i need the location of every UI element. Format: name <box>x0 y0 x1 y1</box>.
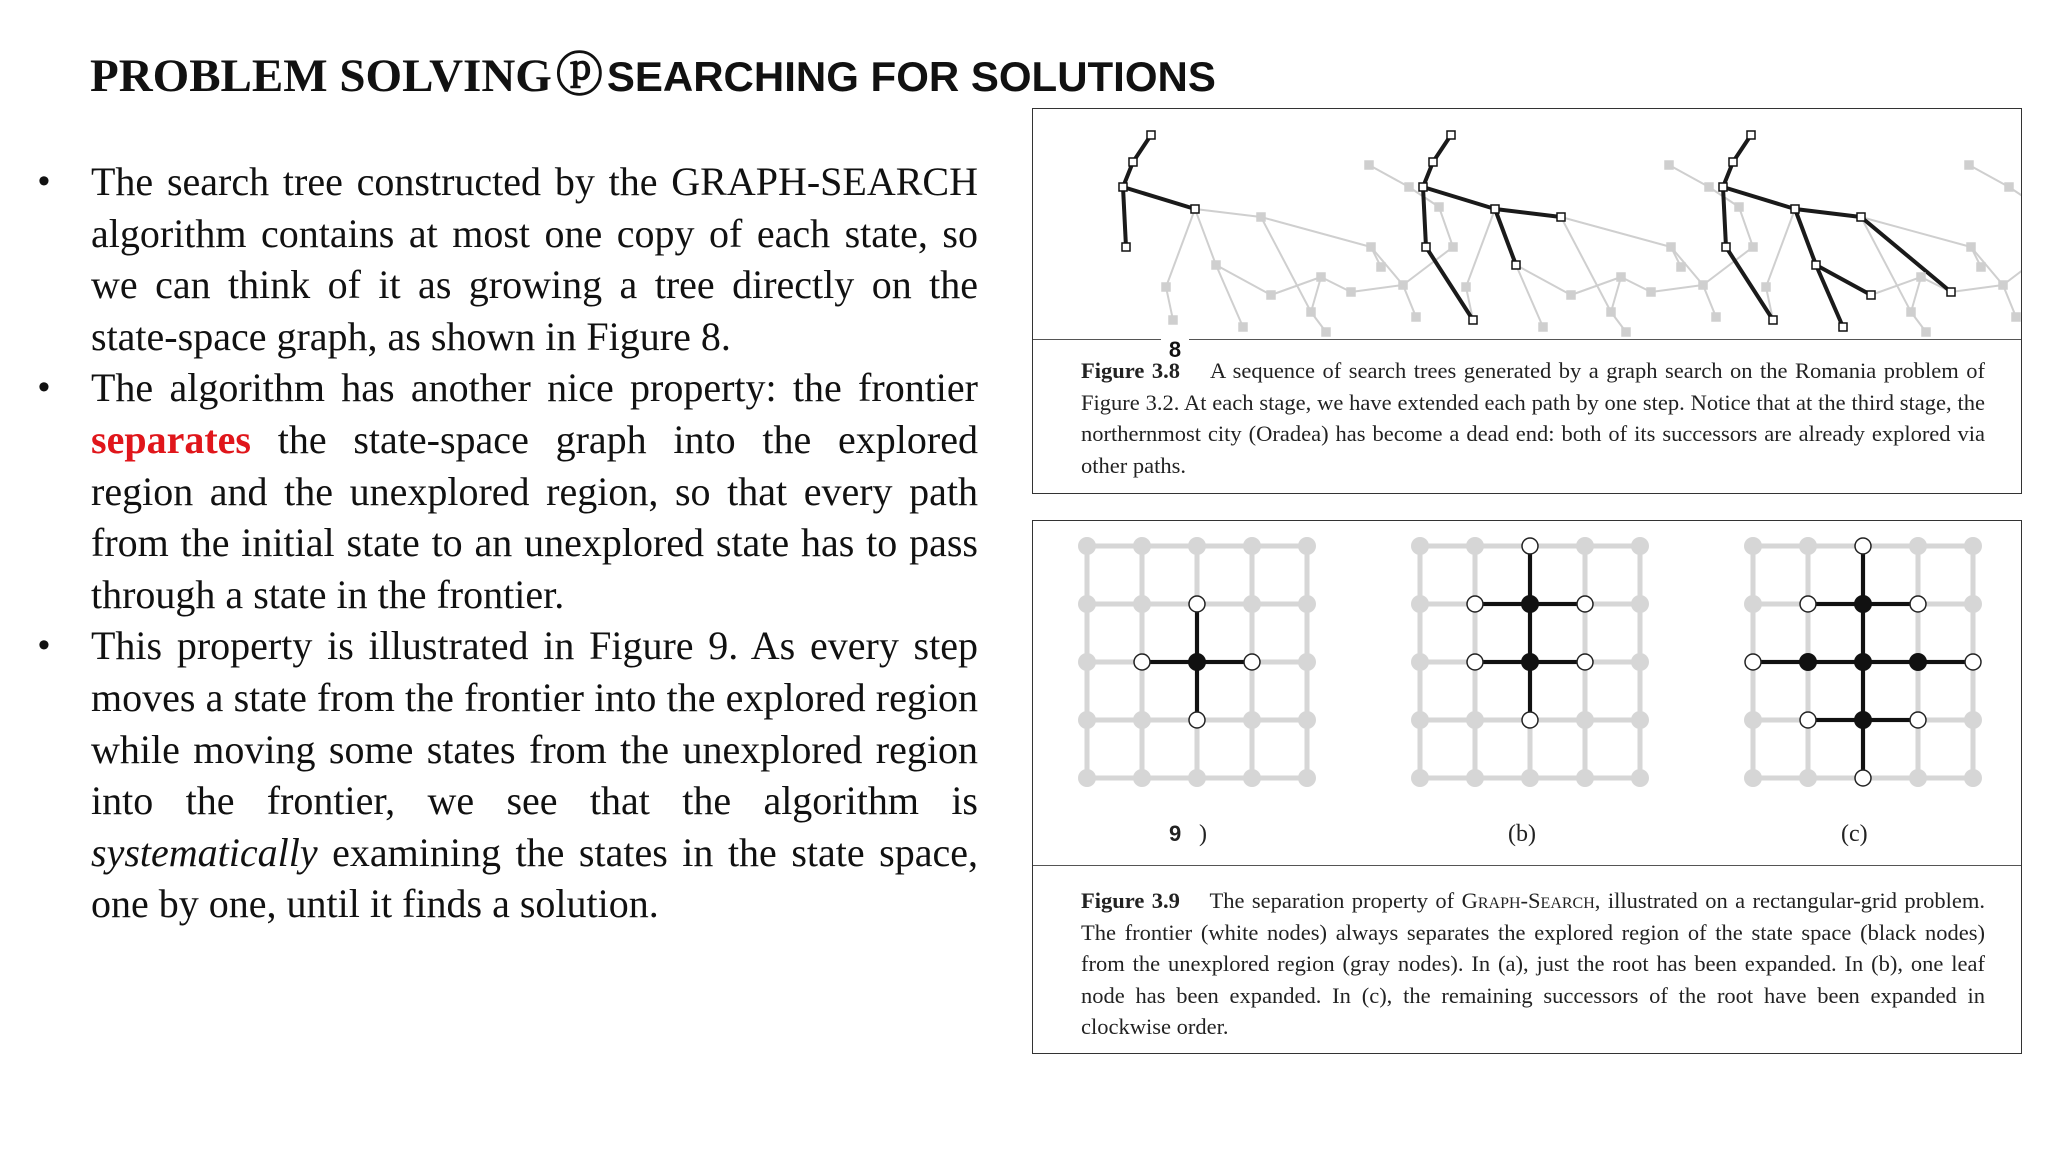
graph-node <box>1977 263 1985 271</box>
frontier-node <box>1467 596 1483 612</box>
graph-node <box>1622 328 1630 336</box>
graph-edge <box>1766 209 1795 287</box>
graph-edge <box>1195 209 1261 217</box>
graph-node <box>1749 243 1757 251</box>
label-b: (b) <box>1508 821 1536 847</box>
label-a-paren: ) <box>1199 821 1207 847</box>
graph-edge <box>1911 277 1921 312</box>
bullet-item: • The algorithm has another nice property: the frontier separates the state-space graph into the explored region and the unexplored region, so that every path from the initial state to an unexplored state has to pass through a state in the frontier. <box>38 362 978 620</box>
graph-node <box>1769 316 1777 324</box>
graph-node <box>1191 205 1199 213</box>
graph-node <box>1922 328 1930 336</box>
unexplored-node <box>1576 711 1594 729</box>
figure-9 <box>1032 520 2022 1054</box>
frontier-node <box>1134 654 1150 670</box>
unexplored-node <box>1298 769 1316 787</box>
tree-edge <box>1795 209 1861 217</box>
graph-node <box>1867 291 1875 299</box>
unexplored-node <box>1744 537 1762 555</box>
graph-node <box>1762 283 1770 291</box>
unexplored-node <box>1298 653 1316 671</box>
unexplored-node <box>1631 711 1649 729</box>
graph-node <box>1399 281 1407 289</box>
graph-edge <box>1703 285 1716 317</box>
frontier-node <box>1577 654 1593 670</box>
graph-node <box>2012 313 2020 321</box>
graph-node <box>1719 183 1727 191</box>
bullet-item: • This property is illustrated in Figure 9. As every step moves a state from the frontier into the explored region while moving some states from the unexplored region into the frontier, we see that the algorithm is systematically examining the states in the state space, one by one, until it finds a solution. <box>38 620 978 930</box>
graph-edge <box>1261 217 1371 247</box>
explored-node <box>1521 595 1539 613</box>
frontier-node <box>1244 654 1260 670</box>
graph-node <box>1447 131 1455 139</box>
tree-edge <box>1723 187 1795 209</box>
unexplored-node <box>1133 711 1151 729</box>
tree-edge <box>1495 209 1516 265</box>
explored-node <box>1854 653 1872 671</box>
graph-edge <box>1951 285 2003 292</box>
graph-node <box>1169 316 1177 324</box>
graph-node <box>1907 308 1915 316</box>
tree-graphs <box>1119 131 2021 336</box>
explored-node <box>1799 653 1817 671</box>
unexplored-node <box>1411 595 1429 613</box>
explored-node <box>1854 711 1872 729</box>
graph-edge <box>2003 285 2016 317</box>
graph-node <box>1367 243 1375 251</box>
bullet-icon: • <box>38 368 50 407</box>
unexplored-node <box>1744 711 1762 729</box>
unexplored-node <box>1133 595 1151 613</box>
graph-edge <box>1369 165 1409 187</box>
graph-node <box>1162 283 1170 291</box>
unexplored-node <box>1078 769 1096 787</box>
unexplored-node <box>1964 537 1982 555</box>
unexplored-node <box>1964 595 1982 613</box>
unexplored-node <box>1631 595 1649 613</box>
bullet-icon: • <box>38 162 50 200</box>
graph-edge <box>1571 277 1621 295</box>
explored-node <box>1521 653 1539 671</box>
graph-edge <box>1439 207 1453 247</box>
graph-edge <box>1351 285 1403 292</box>
tree-edge <box>1495 209 1561 217</box>
graph-node <box>1435 203 1443 211</box>
graph-node <box>1267 291 1275 299</box>
graph-node <box>1999 281 2007 289</box>
graph-node <box>1539 323 1547 331</box>
unexplored-node <box>1909 769 1927 787</box>
graph-node <box>1429 158 1437 166</box>
graph-edge <box>1516 265 1543 327</box>
figure-9-caption: Figure 3.9 The separation property of Graph-Search, illustrated on a rectangular-grid problem. The frontier (white nodes) always separates the explored region of the state space (black nodes) from the unexplored region (gray nodes). In (a), just the root has been expanded. In (b), one leaf node has been expanded. In (c), the remaining successors of the root have been expanded in clockwise order. <box>1081 888 1986 1039</box>
unexplored-node <box>1466 537 1484 555</box>
graph-node <box>1712 313 1720 321</box>
unexplored-node <box>1576 537 1594 555</box>
graph-edge <box>1516 265 1571 295</box>
unexplored-node <box>1466 711 1484 729</box>
explored-node <box>1188 653 1206 671</box>
bullet-list <box>38 156 978 930</box>
graph-node <box>1122 243 1130 251</box>
unexplored-node <box>1243 711 1261 729</box>
graph-node <box>1699 281 1707 289</box>
figure-8-number-overlay: 8 <box>1161 337 1189 363</box>
graph-edge <box>1166 209 1195 287</box>
graph-node <box>1449 243 1457 251</box>
graph-edge <box>1971 247 2003 285</box>
graph-node <box>1129 158 1137 166</box>
graph-node <box>1647 288 1655 296</box>
graph-node <box>1412 313 1420 321</box>
title-separator-icon: ⓟ <box>555 50 603 102</box>
unexplored-node <box>1964 711 1982 729</box>
unexplored-node <box>1078 537 1096 555</box>
graph-node <box>1419 183 1427 191</box>
graph-node <box>1967 243 1975 251</box>
grid-panels <box>1078 537 1982 787</box>
graph-node <box>1462 283 1470 291</box>
frontier-node <box>1467 654 1483 670</box>
graph-node <box>1947 288 1955 296</box>
graph-edge <box>1561 217 1671 247</box>
tree-edge <box>1423 187 1426 247</box>
graph-node <box>1917 273 1925 281</box>
graph-edge <box>1216 265 1271 295</box>
unexplored-node <box>1078 711 1096 729</box>
graph-node <box>1239 323 1247 331</box>
frontier-node <box>1745 654 1761 670</box>
unexplored-node <box>1078 653 1096 671</box>
bullet-icon: • <box>38 626 50 665</box>
graph-edge <box>1371 247 1403 285</box>
title-main: PROBLEM SOLVING <box>90 50 552 102</box>
unexplored-node <box>1631 769 1649 787</box>
graph-node <box>1839 323 1847 331</box>
graph-edge <box>1403 285 1416 317</box>
graph-node <box>1557 213 1565 221</box>
unexplored-node <box>1744 595 1762 613</box>
graph-node <box>1422 243 1430 251</box>
unexplored-node <box>1411 769 1429 787</box>
graph-node <box>1469 316 1477 324</box>
frontier-node <box>1910 712 1926 728</box>
romania-search-trees <box>1033 109 2021 349</box>
frontier-node <box>1522 712 1538 728</box>
graph-node <box>1665 161 1673 169</box>
tree-edge <box>1723 187 1726 247</box>
graph-node <box>1212 261 1220 269</box>
unexplored-node <box>1078 595 1096 613</box>
graph-node <box>1617 273 1625 281</box>
graph-node <box>1317 273 1325 281</box>
unexplored-node <box>1576 769 1594 787</box>
unexplored-node <box>1188 769 1206 787</box>
tree-edge <box>1123 187 1126 247</box>
graph-node <box>1512 261 1520 269</box>
graph-edge <box>1651 285 1703 292</box>
graph-node <box>1791 205 1799 213</box>
label-c: (c) <box>1841 821 1868 847</box>
graph-node <box>1307 308 1315 316</box>
grid-separation-diagrams <box>1033 521 2021 821</box>
slide-title <box>90 38 1216 105</box>
figure-8 <box>1032 108 2022 494</box>
graph-node <box>1677 263 1685 271</box>
graph-edge <box>1271 277 1321 295</box>
unexplored-node <box>1411 653 1429 671</box>
frontier-node <box>1855 538 1871 554</box>
highlight-separates: separates <box>91 416 251 462</box>
graph-node <box>1857 213 1865 221</box>
unexplored-node <box>1411 711 1429 729</box>
graph-edge <box>1216 265 1243 327</box>
frontier-node <box>1965 654 1981 670</box>
tree-edge <box>1123 187 1195 209</box>
unexplored-node <box>1243 769 1261 787</box>
graph-edge <box>1969 165 2009 187</box>
emphasis-systematically: systematically <box>91 829 318 875</box>
graph-node <box>1365 161 1373 169</box>
unexplored-node <box>1298 595 1316 613</box>
graph-node <box>1322 328 1330 336</box>
unexplored-node <box>1909 537 1927 555</box>
unexplored-node <box>1243 537 1261 555</box>
graph-node <box>1722 243 1730 251</box>
figure-8-caption: Figure 3.8 A sequence of search trees generated by a graph search on the Romania problem of Figure 3.2. At each stage, we have extended each path by one step. Notice that at the third stage, the northernmost city (Oradea) has become a dead end: both of its successors are already explored via other paths. <box>1081 358 1985 478</box>
graph-edge <box>1871 277 1921 295</box>
graph-node <box>1812 261 1820 269</box>
graph-node <box>1147 131 1155 139</box>
graph-node <box>1965 161 1973 169</box>
unexplored-node <box>1799 537 1817 555</box>
graph-node <box>1607 308 1615 316</box>
graph-node <box>1705 183 1713 191</box>
unexplored-node <box>1133 769 1151 787</box>
frontier-node <box>1577 596 1593 612</box>
graph-edge <box>1739 207 1753 247</box>
graph-edge <box>1166 287 1173 320</box>
unexplored-node <box>1298 537 1316 555</box>
frontier-node <box>1189 712 1205 728</box>
graph-edge <box>1671 247 1703 285</box>
graph-node <box>1729 158 1737 166</box>
graph-node <box>1567 291 1575 299</box>
explored-node <box>1909 653 1927 671</box>
graph-node <box>1257 213 1265 221</box>
graph-node <box>1735 203 1743 211</box>
unexplored-node <box>1466 769 1484 787</box>
graph-node <box>1747 131 1755 139</box>
graph-edge <box>1669 165 1709 187</box>
unexplored-node <box>1631 653 1649 671</box>
graph-node <box>1405 183 1413 191</box>
tree-edge <box>1795 209 1816 265</box>
frontier-node <box>1189 596 1205 612</box>
graph-edge <box>1466 209 1495 287</box>
graph-node <box>1119 183 1127 191</box>
graph-node <box>2005 183 2013 191</box>
figure-9-divider <box>1033 865 2021 866</box>
explored-node <box>1854 595 1872 613</box>
unexplored-node <box>1799 769 1817 787</box>
title-subtitle: SEARCHING FOR SOLUTIONS <box>606 53 1216 100</box>
frontier-node <box>1522 538 1538 554</box>
bullet-item: • The search tree constructed by the GRAPH-SEARCH algorithm contains at most one copy of each state, so we can think of it as growing a tree directly on the state-space graph, as shown in Figure 8. <box>38 156 978 362</box>
tree-edge <box>1423 187 1495 209</box>
graph-node <box>1491 205 1499 213</box>
frontier-node <box>1800 596 1816 612</box>
graph-node <box>1347 288 1355 296</box>
graph-edge <box>1311 277 1321 312</box>
unexplored-node <box>1243 595 1261 613</box>
graph-edge <box>1195 209 1216 265</box>
frontier-node <box>1910 596 1926 612</box>
frontier-node <box>1800 712 1816 728</box>
graph-node <box>1667 243 1675 251</box>
unexplored-node <box>1411 537 1429 555</box>
unexplored-node <box>1188 537 1206 555</box>
unexplored-node <box>1298 711 1316 729</box>
label-a-number: 9 <box>1169 821 1182 846</box>
graph-edge <box>2003 247 2021 285</box>
graph-node <box>1377 263 1385 271</box>
frontier-node <box>1855 770 1871 786</box>
unexplored-node <box>1964 769 1982 787</box>
unexplored-node <box>1631 537 1649 555</box>
unexplored-node <box>1133 537 1151 555</box>
unexplored-node <box>1744 769 1762 787</box>
unexplored-node <box>1521 769 1539 787</box>
graph-edge <box>1611 277 1621 312</box>
